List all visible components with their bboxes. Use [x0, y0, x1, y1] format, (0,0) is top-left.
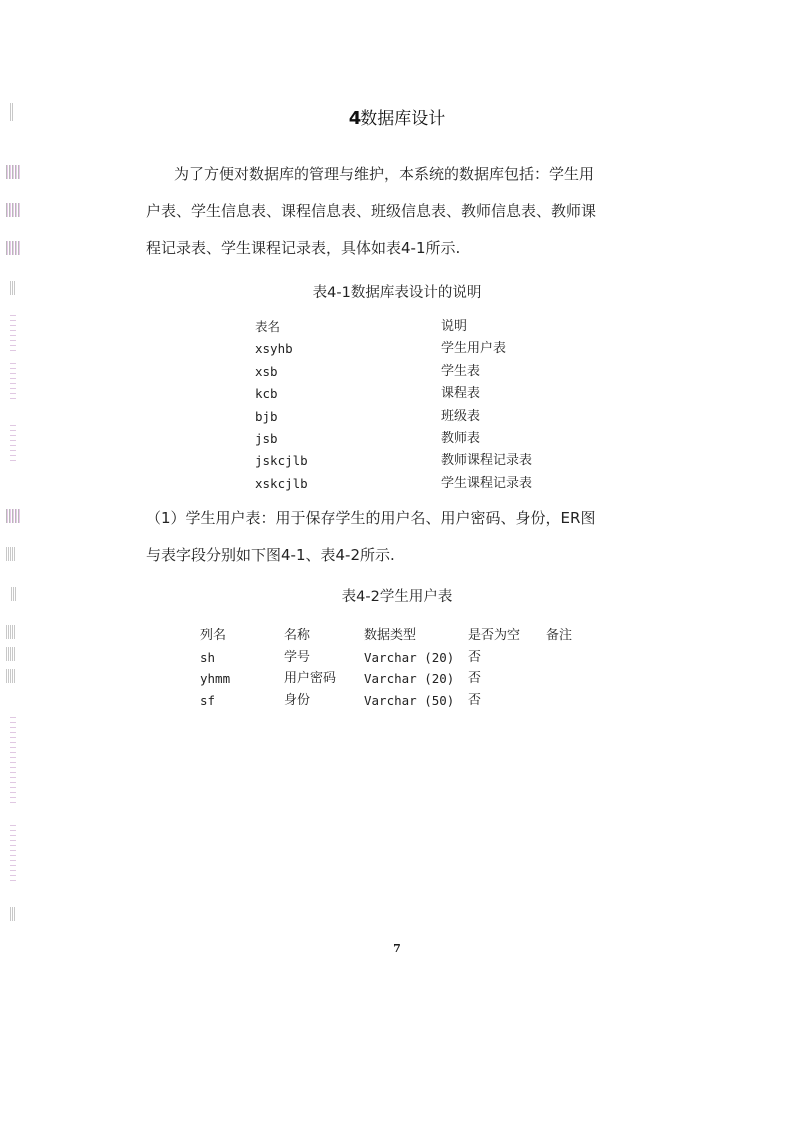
cell-table-name: jsb — [255, 430, 278, 446]
cell-col: sf — [200, 692, 216, 708]
margin-mark — [6, 165, 20, 179]
cell-table-name: xsyhb — [255, 341, 293, 357]
section-heading — [0, 104, 794, 129]
margin-mark — [10, 825, 16, 885]
page-number: 7 — [393, 942, 401, 955]
margin-mark — [6, 509, 20, 523]
paragraph-line: 程记录表、学生课程记录表，具体如表4-1所示. — [146, 239, 461, 257]
cell-name: 身份 — [284, 692, 311, 708]
binding-margin-marks — [0, 95, 26, 955]
cell-table-desc: 课程表 — [441, 386, 481, 402]
margin-mark — [10, 363, 16, 403]
margin-mark — [10, 907, 16, 921]
table2-caption: 表4-2学生用户表 — [341, 589, 453, 605]
cell-type: Varchar (20) — [364, 671, 455, 686]
cell-nullable: 否 — [468, 692, 482, 708]
paragraph-line — [146, 156, 660, 193]
header-cell-desc: 说明 — [441, 319, 468, 334]
table-row — [200, 690, 600, 712]
cell-table-desc: 教师表 — [441, 430, 481, 446]
margin-mark — [6, 625, 16, 639]
cell-name: 用户密码 — [284, 671, 337, 686]
table1 — [255, 316, 575, 495]
cell-table-desc: 学生表 — [441, 363, 481, 379]
section1-paragraph — [146, 500, 660, 574]
table-row — [255, 450, 575, 472]
paragraph-line: 户表、学生信息表、课程信息表、班级信息表、教师信息表、教师课 — [146, 202, 597, 220]
cell-table-desc: 班级表 — [441, 408, 481, 424]
margin-mark — [6, 547, 16, 561]
margin-mark — [6, 647, 16, 661]
cell-col: yhmm — [200, 671, 231, 686]
header-cell-note: 备注 — [546, 628, 573, 643]
cell-table-name: xskcjlb — [255, 475, 308, 491]
cell-type: Varchar (50) — [364, 692, 455, 708]
margin-mark — [10, 717, 16, 807]
table-row — [255, 428, 575, 450]
cell-name: 学号 — [284, 649, 311, 665]
section-number: 4 — [348, 108, 361, 129]
table-row — [200, 668, 600, 690]
margin-mark — [10, 425, 16, 465]
table-header-row — [255, 316, 575, 338]
cell-table-name: kcb — [255, 386, 278, 402]
margin-mark — [6, 669, 16, 683]
paragraph-line: 与表字段分别如下图4-1、表4-2所示. — [146, 546, 395, 564]
cell-table-desc: 学生课程记录表 — [441, 475, 533, 491]
header-cell-name: 名称 — [284, 628, 311, 643]
table-header-row — [200, 625, 600, 647]
table1-caption: 表4-1数据库表设计的说明 — [312, 285, 482, 301]
cell-nullable: 否 — [468, 649, 482, 665]
paragraph-line: （1）学生用户表：用于保存学生的用户名、用户密码、身份，ER图 — [146, 509, 596, 527]
table-row — [255, 361, 575, 383]
cell-table-name: jskcjlb — [255, 453, 308, 469]
margin-mark — [10, 315, 16, 355]
cell-type: Varchar (20) — [364, 649, 455, 665]
cell-nullable: 否 — [468, 671, 482, 686]
section-title: 数据库设计 — [360, 109, 446, 129]
table2 — [200, 625, 600, 711]
cell-col: sh — [200, 649, 216, 665]
margin-mark — [6, 203, 20, 217]
intro-paragraph — [146, 156, 660, 267]
table-row — [200, 647, 600, 669]
header-cell-col: 列名 — [200, 628, 227, 643]
table-row — [255, 406, 575, 428]
table-row — [255, 473, 575, 495]
header-cell-type: 数据类型 — [364, 628, 417, 643]
table-row — [255, 383, 575, 405]
cell-table-desc: 学生用户表 — [441, 341, 507, 357]
header-cell-nullable: 是否为空 — [468, 628, 521, 643]
cell-table-name: xsb — [255, 363, 278, 379]
cell-table-desc: 教师课程记录表 — [441, 453, 533, 469]
table-row — [255, 338, 575, 360]
paragraph-line-text: 为了方便对数据库的管理与维护，本系统的数据库包括：学生用 — [174, 165, 595, 183]
margin-mark — [6, 241, 20, 255]
header-cell-name: 表名 — [255, 319, 281, 334]
cell-table-name: bjb — [255, 408, 278, 424]
